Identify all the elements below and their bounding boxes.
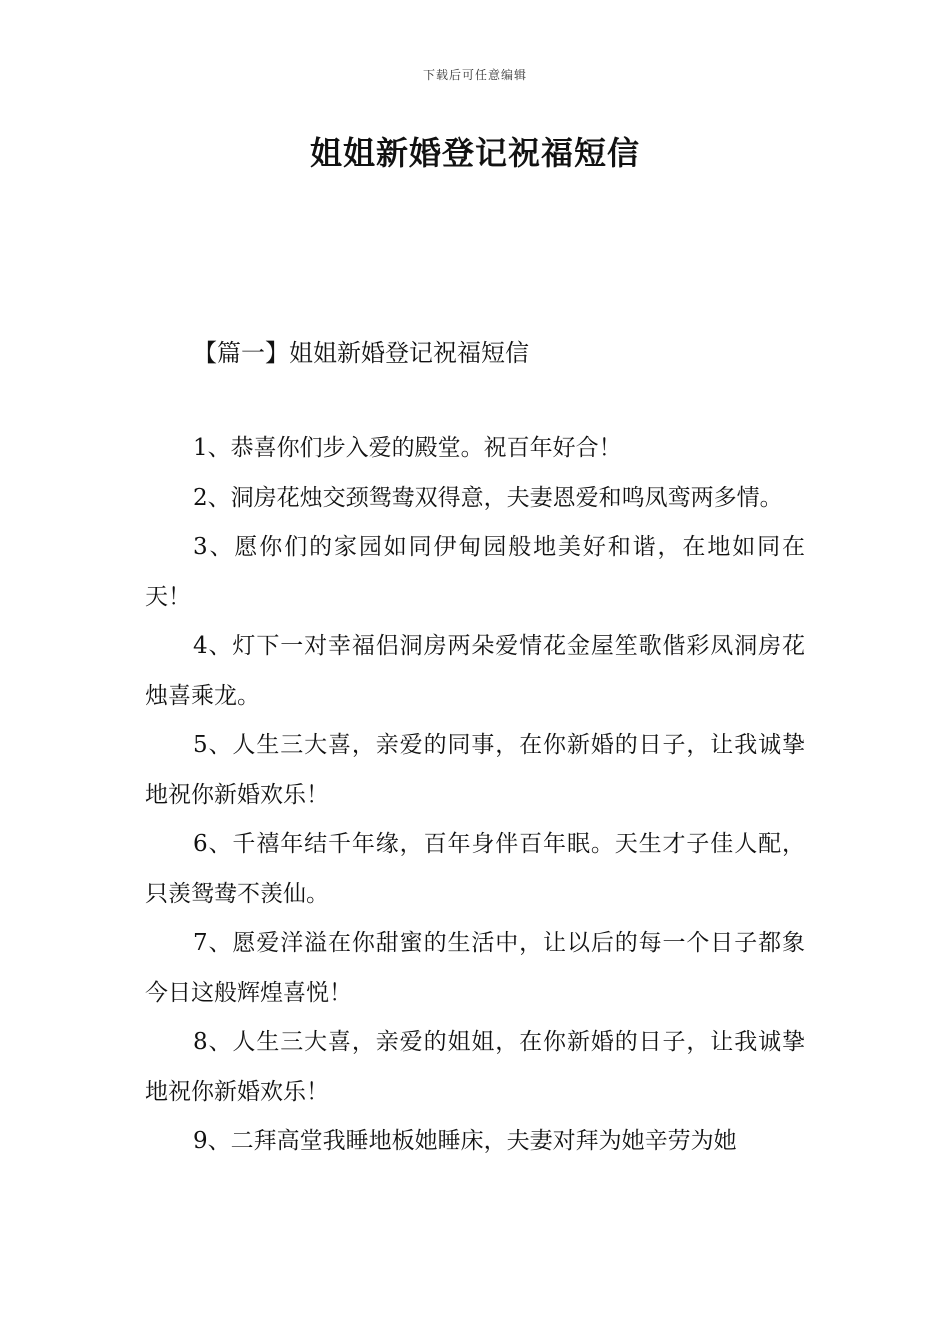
header-note: 下载后可任意编辑: [422, 68, 527, 82]
section-heading: 【篇一】姐姐新婚登记祝福短信: [193, 339, 529, 367]
paragraph-5: 5、人生三大喜，亲爱的同事，在你新婚的日子，让我诚挚地祝你新婚欢乐！: [145, 732, 805, 808]
paragraph-3: 3、愿你们的家园如同伊甸园般地美好和谐，在地如同在天！: [145, 534, 805, 610]
paragraph-8: 8、人生三大喜，亲爱的姐姐，在你新婚的日子，让我诚挚地祝你新婚欢乐！: [145, 1029, 805, 1105]
paragraph-1: 1、恭喜你们步入爱的殿堂。祝百年好合！: [193, 435, 622, 461]
document-title: 姐姐新婚登记祝福短信: [309, 134, 640, 172]
document-body: [145, 424, 805, 1167]
paragraph-6: 6、千禧年结千年缘，百年身伴百年眠。天生才子佳人配，只羡鸳鸯不羡仙。: [145, 831, 805, 907]
paragraph-4: 4、灯下一对幸福侣洞房两朵爱情花金屋笙歌偕彩凤洞房花烛喜乘龙。: [145, 633, 805, 709]
paragraph-9: 9、二拜高堂我睡地板她睡床，夫妻对拜为她辛劳为她: [193, 1128, 737, 1154]
paragraph-2: 2、洞房花烛交颈鸳鸯双得意，夫妻恩爱和鸣凤鸾两多情。: [193, 484, 783, 511]
paragraph-7: 7、愿爱洋溢在你甜蜜的生活中，让以后的每一个日子都象今日这般辉煌喜悦！: [145, 930, 805, 1006]
